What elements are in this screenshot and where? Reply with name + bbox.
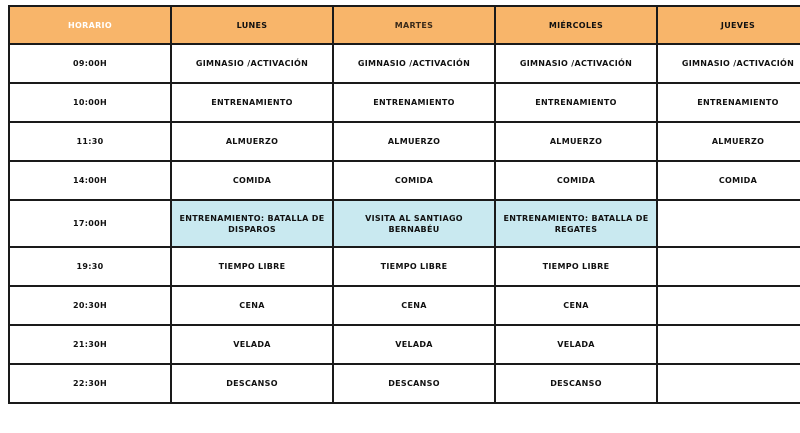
time-cell: 14:00H: [9, 161, 171, 200]
activity-cell: ALMUERZO: [333, 122, 495, 161]
time-cell: 17:00H: [9, 200, 171, 247]
table-row: [9, 122, 800, 161]
activity-cell: DESCANSO: [171, 364, 333, 403]
table-row: [9, 325, 800, 364]
activity-cell: GIMNASIO /ACTIVACIÓN: [333, 44, 495, 83]
activity-cell: ALMUERZO: [495, 122, 657, 161]
table-row: [9, 44, 800, 83]
activity-cell: ENTRENAMIENTO: [333, 83, 495, 122]
activity-cell: COMIDA: [171, 161, 333, 200]
activity-cell: COMIDA: [657, 161, 800, 200]
schedule-table: [8, 5, 800, 404]
time-cell: 11:30: [9, 122, 171, 161]
activity-cell: GIMNASIO /ACTIVACIÓN: [657, 44, 800, 83]
activity-cell-empty: [657, 286, 800, 325]
activity-cell: GIMNASIO /ACTIVACIÓN: [171, 44, 333, 83]
activity-cell: COMIDA: [333, 161, 495, 200]
header-day-tuesday: MARTES: [333, 6, 495, 44]
header-day-thursday: JUEVES: [657, 6, 800, 44]
activity-cell: VELADA: [333, 325, 495, 364]
activity-cell-empty: [657, 200, 800, 247]
activity-cell: TIEMPO LIBRE: [495, 247, 657, 286]
table-row: [9, 286, 800, 325]
activity-cell-empty: [657, 364, 800, 403]
activity-cell: ENTRENAMIENTO: [171, 83, 333, 122]
table-row: [9, 83, 800, 122]
activity-cell: ENTRENAMIENTO: [495, 83, 657, 122]
activity-cell: TIEMPO LIBRE: [171, 247, 333, 286]
activity-cell-empty: [657, 247, 800, 286]
time-cell: 20:30H: [9, 286, 171, 325]
activity-cell-highlighted: VISITA AL SANTIAGO BERNABÉU: [333, 200, 495, 247]
activity-cell: DESCANSO: [495, 364, 657, 403]
time-cell: 21:30H: [9, 325, 171, 364]
activity-cell: GIMNASIO /ACTIVACIÓN: [495, 44, 657, 83]
activity-cell: CENA: [495, 286, 657, 325]
time-cell: 19:30: [9, 247, 171, 286]
time-cell: 09:00H: [9, 44, 171, 83]
activity-cell: TIEMPO LIBRE: [333, 247, 495, 286]
table-row: [9, 247, 800, 286]
activity-cell-highlighted: ENTRENAMIENTO: BATALLA DE DISPAROS: [171, 200, 333, 247]
table-row: [9, 364, 800, 403]
activity-cell-empty: [657, 325, 800, 364]
header-day-monday: LUNES: [171, 6, 333, 44]
activity-cell-highlighted: ENTRENAMIENTO: BATALLA DE REGATES: [495, 200, 657, 247]
time-cell: 22:30H: [9, 364, 171, 403]
header-time: HORARIO: [9, 6, 171, 44]
header-day-wednesday: MIÉRCOLES: [495, 6, 657, 44]
activity-cell: VELADA: [171, 325, 333, 364]
activity-cell: ENTRENAMIENTO: [657, 83, 800, 122]
table-row: [9, 161, 800, 200]
activity-cell: COMIDA: [495, 161, 657, 200]
header-row: [9, 6, 800, 44]
activity-cell: DESCANSO: [333, 364, 495, 403]
activity-cell: ALMUERZO: [657, 122, 800, 161]
activity-cell: CENA: [171, 286, 333, 325]
activity-cell: ALMUERZO: [171, 122, 333, 161]
activity-cell: VELADA: [495, 325, 657, 364]
time-cell: 10:00H: [9, 83, 171, 122]
activity-cell: CENA: [333, 286, 495, 325]
table-row: [9, 200, 800, 247]
